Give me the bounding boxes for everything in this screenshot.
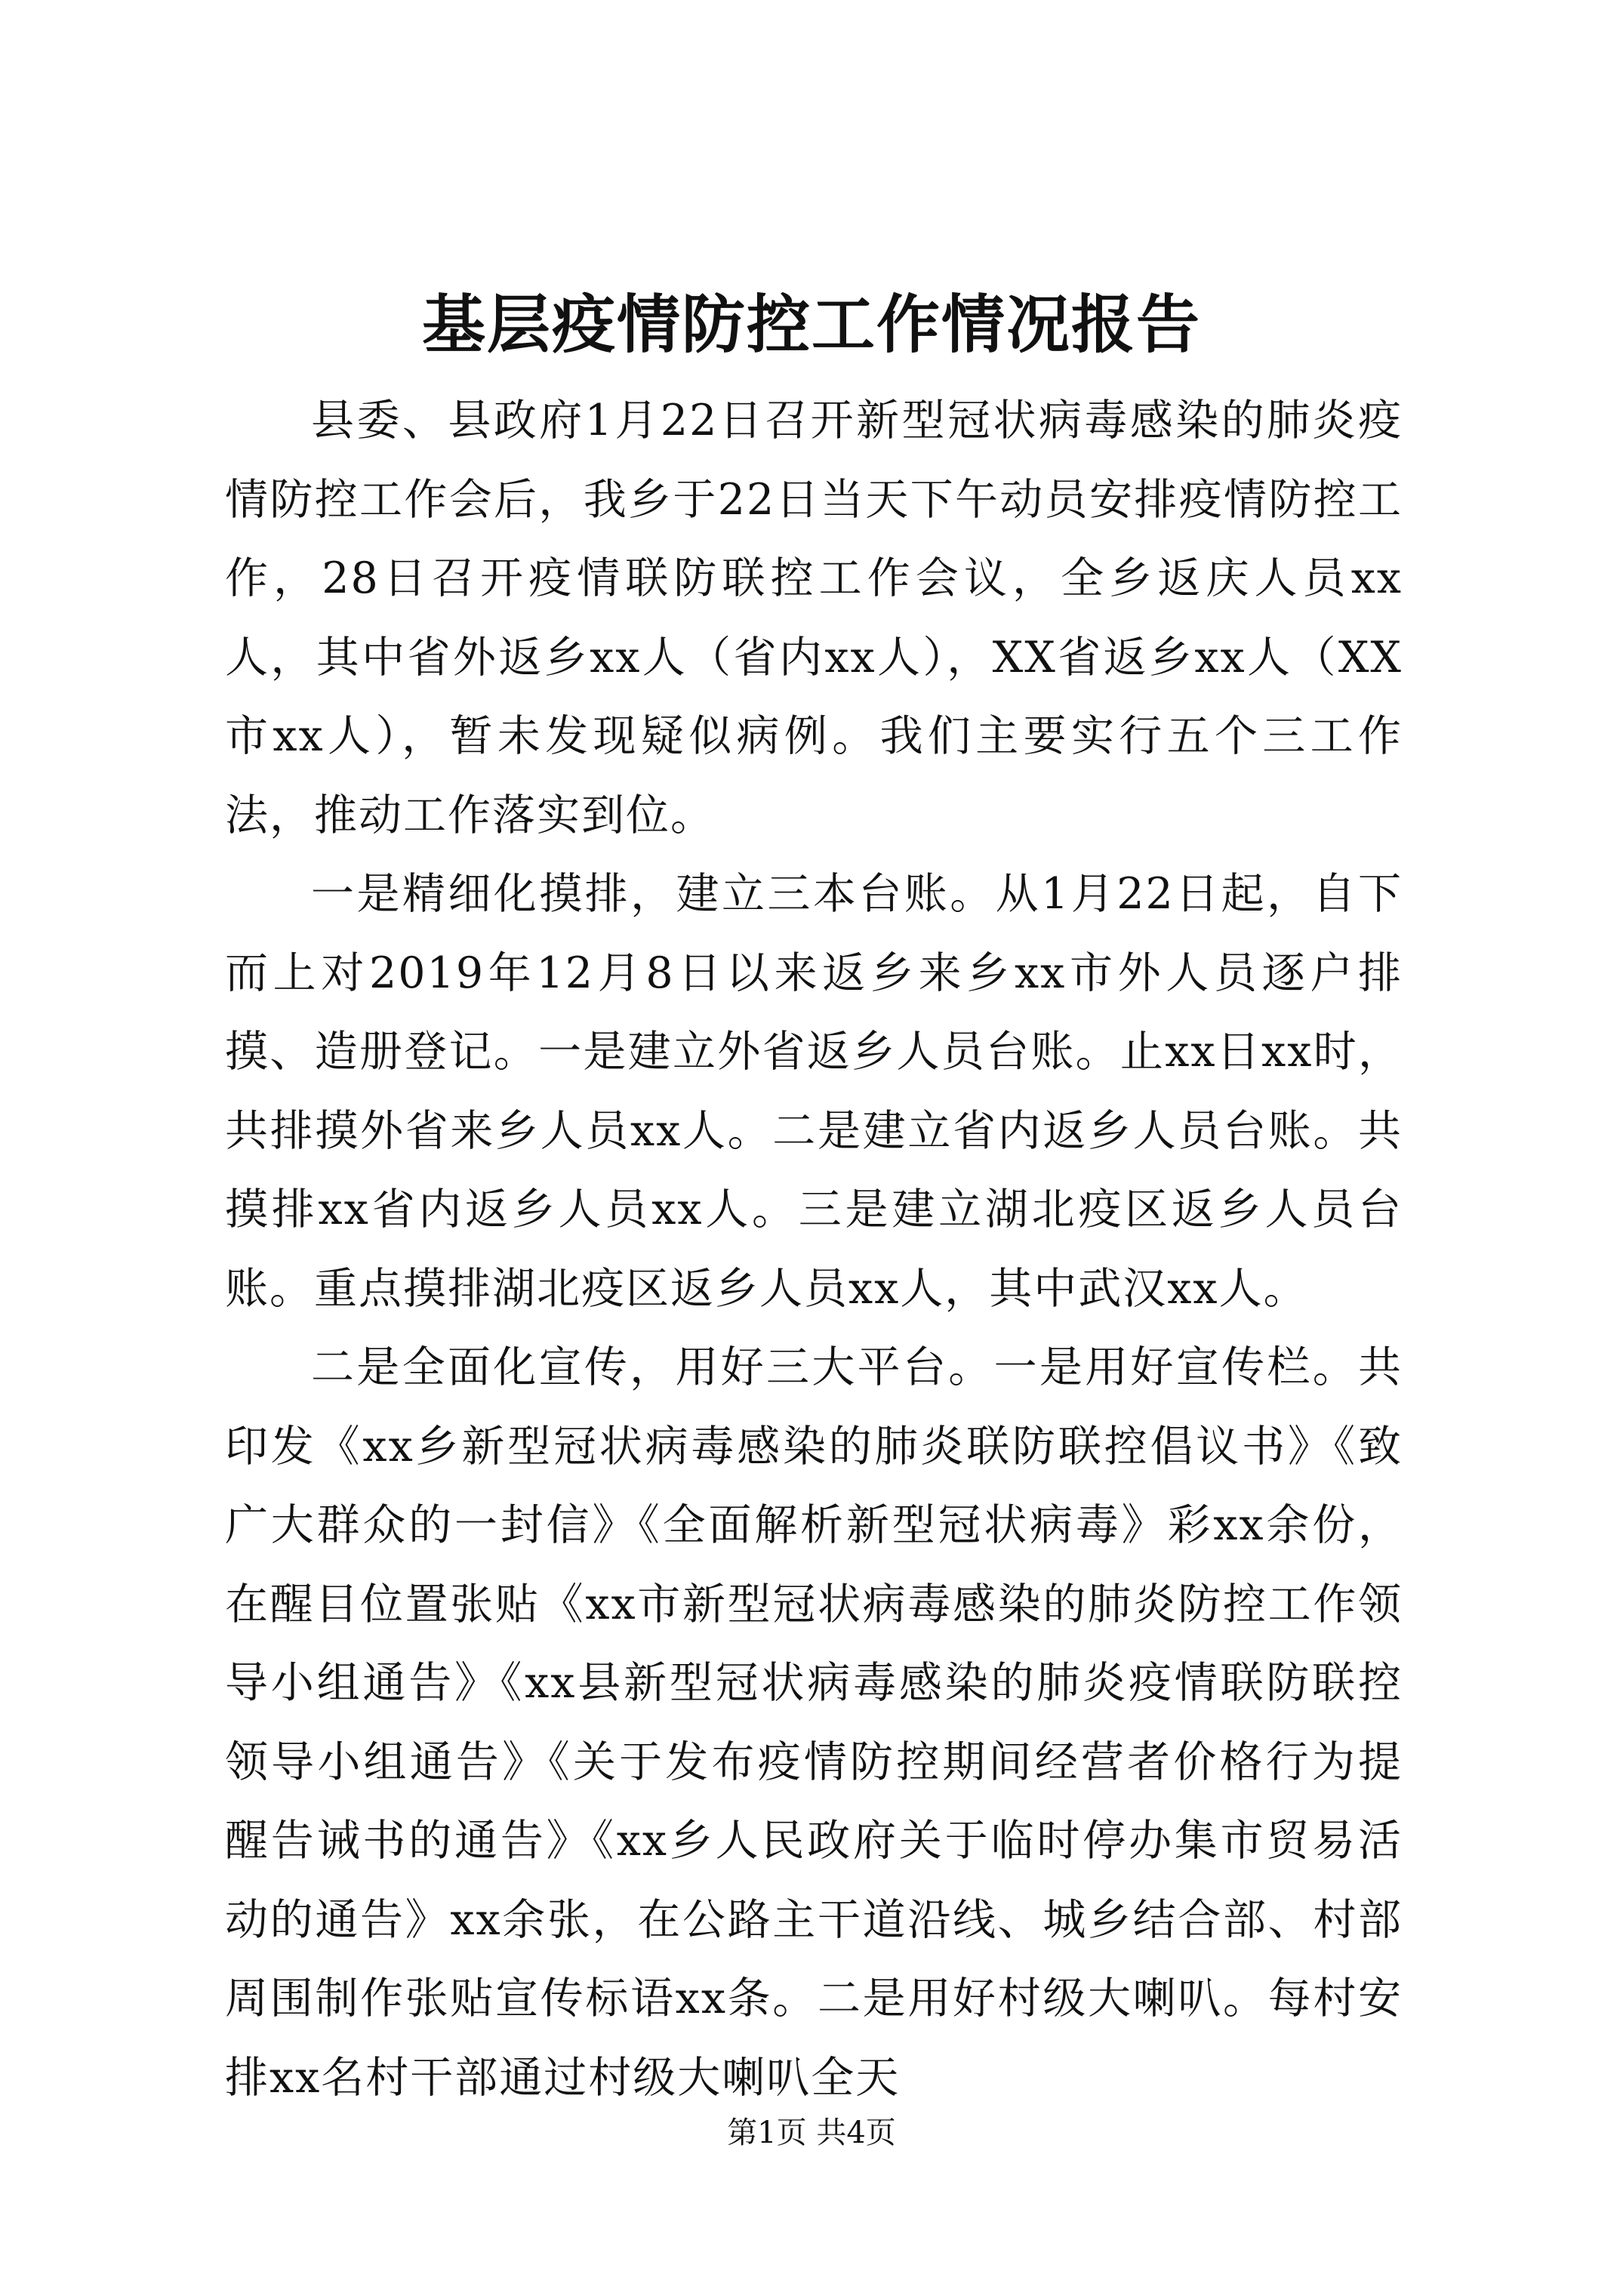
page-footer: 第1页 共4页	[727, 2116, 896, 2150]
paragraph-intro: 县委、县政府1月22日召开新型冠状病毒感染的肺炎疫情防控工作会后，我乡于22日当天下午动员安排疫情防控工作，28日召开疫情联防联控工作会议，全乡返庆人员xx人，其中省外返乡xx人（省内xx人），XX省返乡xx人（XX市xx人），暂未发现疑似病例。我们主要实行五个三工作法，推动工作落实到位。	[225, 396, 1403, 840]
document-body	[225, 381, 1403, 2117]
paragraph-one: 一是精细化摸排，建立三本台账。从1月22日起，自下而上对2019年12月8日以来返乡来乡xx市外人员逐户排摸、造册登记。一是建立外省返乡人员台账。止xx日xx时，共排摸外省来乡人员xx人。二是建立省内返乡人员台账。共摸排xx省内返乡人员xx人。三是建立湖北疫区返乡人员台账。重点摸排湖北疫区返乡人员xx人，其中武汉xx人。	[225, 869, 1403, 1314]
document-title: 基层疫情防控工作情况报告	[421, 287, 1201, 362]
paragraph-two: 二是全面化宣传，用好三大平台。一是用好宣传栏。共印发《xx乡新型冠状病毒感染的肺炎联防联控倡议书》《致广大群众的一封信》《全面解析新型冠状病毒》彩xx余份，在醒目位置张贴《xx市新型冠状病毒感染的肺炎防控工作领导小组通告》《xx县新型冠状病毒感染的肺炎疫情联防联控领导小组通告》《关于发布疫情防控期间经营者价格行为提醒告诫书的通告》《xx乡人民政府关于临时停办集市贸易活动的通告》xx余张，在公路主干道沿线、城乡结合部、村部周围制作张贴宣传标语xx条。二是用好村级大喇叭。每村安排xx名村干部通过村级大喇叭全天	[225, 1342, 1403, 2103]
